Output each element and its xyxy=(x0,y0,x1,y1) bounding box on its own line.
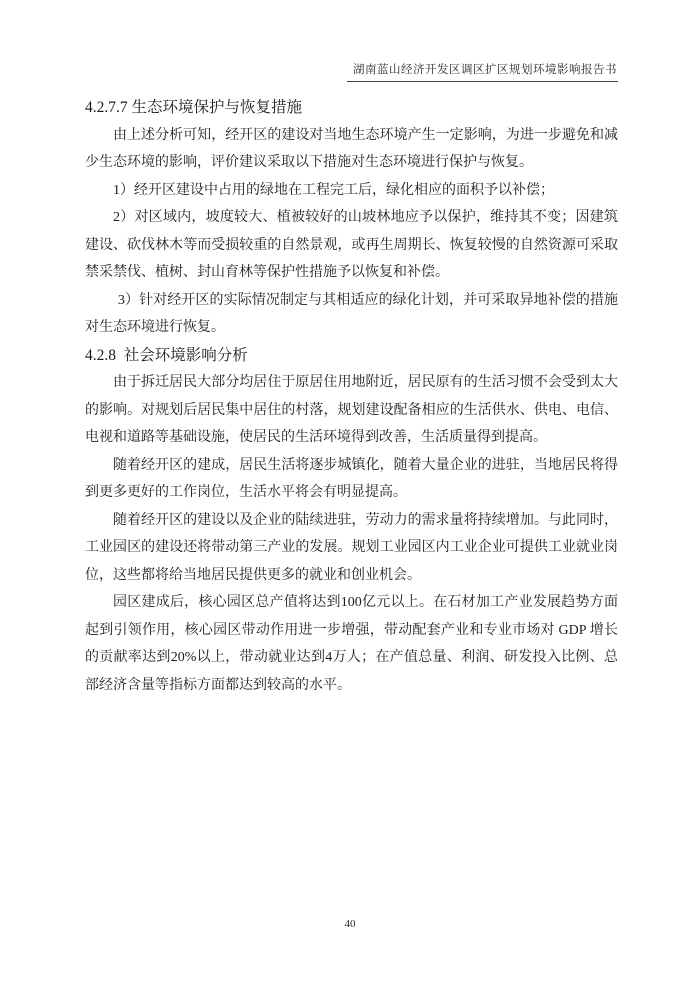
paragraph: 随着经开区的建设以及企业的陆续进驻，劳动力的需求量将持续增加。与此同时，工业园区的建设还将带动第三产业的发展。规划工业园区内工业企业可提供工业就业岗位，这些都将给当地居民提供更多的就业和创业机会。 xyxy=(85,512,618,583)
section-heading-4-2-8: 4.2.8 社会环境影响分析 xyxy=(85,346,248,364)
report-title-header: 湖南蓝山经济开发区调区扩区规划环境影响报告书 xyxy=(347,62,618,82)
page-number: 40 xyxy=(344,918,356,930)
list-item-1: 1）经开区建设中占用的绿地在工程完工后，绿化相应的面积予以补偿； xyxy=(113,182,554,198)
list-item-3: 3）针对经开区的实际情况制定与其相适应的绿化计划，并可采取异地补偿的措施对生态环境进行恢复。 xyxy=(85,292,618,335)
paragraph: 由于拆迁居民大部分均居住于原居住用地附近，居民原有的生活习惯不会受到太大的影响。对规划后居民集中居住的村落，规划建设配备相应的生活供水、供电、电信、电视和道路等基础设施，使居民的生活环境得到改善，生活质量得到提高。 xyxy=(85,375,618,445)
paragraph: 随着经开区的建成，居民生活将逐步城镇化，随着大量企业的进驻，当地居民将得到更多更好的工作岗位，生活水平将会有明显提高。 xyxy=(85,457,618,500)
paragraph: 由上述分析可知，经开区的建设对当地生态环境产生一定影响，为进一步避免和减少生态环境的影响，评价建议采取以下措施对生态环境进行保护与恢复。 xyxy=(85,127,618,170)
document-body xyxy=(85,94,618,699)
page-header xyxy=(85,60,618,82)
section-heading-4-2-7-7: 4.2.7.7 生态环境保护与恢复措施 xyxy=(85,99,303,116)
list-item-2: 2）对区域内，坡度较大、植被较好的山坡林地应予以保护，维持其不变；因建筑建设、砍伐林木等而受损较重的自然景观，或再生周期长、恢复较慢的自然资源可采取禁采禁伐、植树、封山育林等保护性措施予以恢复和补偿。 xyxy=(85,210,618,280)
paragraph: 园区建成后，核心园区总产值将达到100亿元以上。在石材加工产业发展趋势方面起到引领作用，核心园区带动作用进一步增强，带动配套产业和专业市场对 GDP 增长的贡献率达到20%以上，带动就业达到4万人；在产值总量、利润、研发投入比例、总部经济含量等指标方面都达到较高的水平。 xyxy=(85,595,618,693)
